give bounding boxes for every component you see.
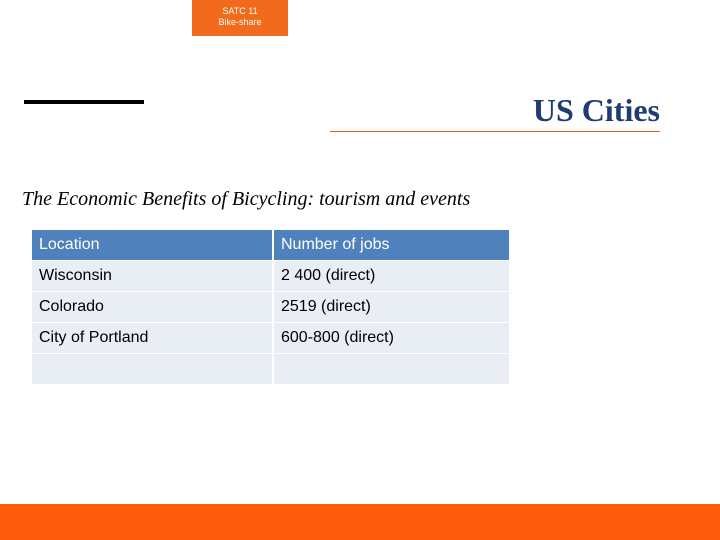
table-row: [32, 354, 510, 385]
decorative-rule: [24, 100, 144, 104]
table-row: [32, 261, 510, 292]
table-row: [32, 292, 510, 323]
badge-line-1: SATC 11: [222, 6, 258, 16]
cell-jobs: 2 400 (direct): [273, 261, 510, 292]
header-location: Location: [32, 230, 273, 261]
cell-jobs: [273, 354, 510, 385]
footer-bar: [0, 504, 720, 540]
badge-line-2: Bike-share: [218, 17, 262, 27]
cell-location: City of Portland: [32, 323, 273, 354]
cell-jobs: 600-800 (direct): [273, 323, 510, 354]
table-row: [32, 323, 510, 354]
slide-title: US Cities: [532, 92, 660, 128]
cell-jobs: 2519 (direct): [273, 292, 510, 323]
title-underline: [330, 131, 660, 132]
cell-location: [32, 354, 273, 385]
header-number-of-jobs: Number of jobs: [273, 230, 510, 261]
cell-location: Colorado: [32, 292, 273, 323]
slide-subtitle: The Economic Benefits of Bicycling: tourism and events: [22, 188, 471, 210]
event-badge: [192, 0, 288, 36]
table-header-row: [32, 230, 510, 261]
jobs-table: [32, 230, 511, 385]
cell-location: Wisconsin: [32, 261, 273, 292]
